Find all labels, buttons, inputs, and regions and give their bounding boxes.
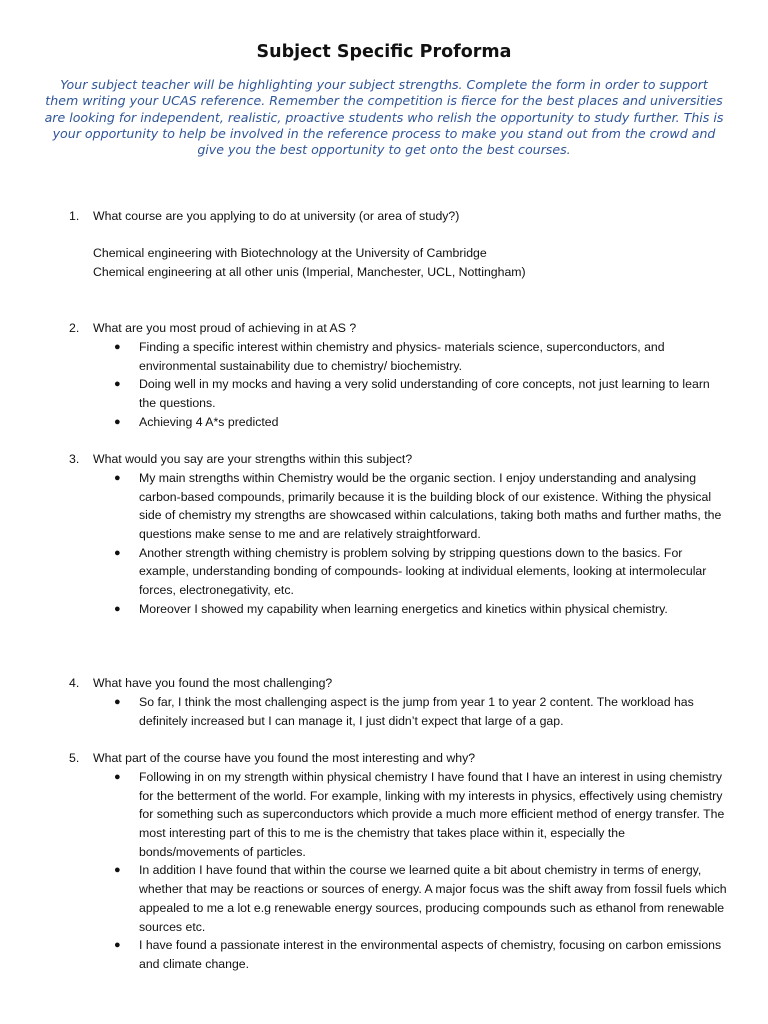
question-text: What would you say are your strengths within this subject? bbox=[93, 452, 413, 467]
question-3 bbox=[0, 450, 768, 618]
list-item bbox=[93, 693, 728, 730]
bullet-icon: ● bbox=[114, 864, 121, 877]
question-number: 2. bbox=[69, 321, 80, 336]
question-text: What are you most proud of achieving in at AS ? bbox=[93, 321, 357, 336]
question-number: 3. bbox=[69, 452, 80, 467]
bullet-icon: ● bbox=[114, 696, 121, 709]
bullet-list bbox=[93, 693, 728, 730]
bullet-list bbox=[93, 338, 728, 432]
bullet-icon: ● bbox=[114, 471, 121, 484]
bullet-list bbox=[93, 768, 728, 974]
list-item bbox=[93, 469, 728, 544]
list-item bbox=[93, 600, 728, 619]
answer-line: Chemical engineering at all other unis (Imperial, Manchester, UCL, Nottingham) bbox=[93, 265, 526, 280]
question-number: 4. bbox=[69, 676, 80, 691]
bullet-icon: ● bbox=[114, 340, 121, 353]
question-2 bbox=[0, 319, 768, 431]
question-1 bbox=[0, 207, 768, 282]
bullet-text: So far, I think the most challenging aspect is the jump from year 1 to year 2 content. The workload has definitely increased but I can manage it, I just didn’t expect that large of a gap. bbox=[139, 695, 694, 728]
list-item bbox=[93, 936, 728, 973]
bullet-icon: ● bbox=[114, 770, 121, 783]
list-item bbox=[93, 861, 728, 936]
question-list bbox=[0, 207, 768, 974]
intro-paragraph: Your subject teacher will be highlighting your subject strengths. Complete the form in order to support them writing your UCAS reference. Remember the competition is fierce for the best places and universities are looking for independent, realistic, proactive students who relish the opportunity to study further. This is your opportunity to help be involved in the reference process to make you stand out from the crowd and give you the best opportunity to get onto the best courses. bbox=[44, 77, 724, 158]
page-title: Subject Specific Proforma bbox=[256, 42, 512, 62]
list-item bbox=[93, 413, 728, 432]
list-item bbox=[93, 768, 728, 862]
list-item bbox=[93, 375, 728, 412]
bullet-list bbox=[93, 469, 728, 619]
question-4 bbox=[0, 674, 768, 730]
bullet-icon: ● bbox=[114, 546, 121, 559]
bullet-text: Another strength withing chemistry is problem solving by stripping questions down to the basics. For example, understanding bonding of compounds- looking at individual elements, looking at intermolecular forces, electronegativity, etc. bbox=[139, 545, 707, 598]
list-item bbox=[93, 544, 728, 600]
bullet-text: Following in on my strength within physical chemistry I have found that I have an interest in using chemistry for the betterment of the world. For example, linking with my interests in physics, effectively using chemistry for something such as superconductors which provide a much more efficient method of energy transfer. The most interesting part of this to me is the chemistry that takes place within it, especially the bonds/movements of particles. bbox=[139, 769, 725, 859]
answer-line: Chemical engineering with Biotechnology at the University of Cambridge bbox=[93, 246, 487, 261]
bullet-text: Moreover I showed my capability when learning energetics and kinetics within physical chemistry. bbox=[139, 601, 668, 616]
bullet-text: Achieving 4 A*s predicted bbox=[139, 414, 279, 429]
bullet-text: Finding a specific interest within chemistry and physics- materials science, superconductors, and environmental sustainability due to chemistry/ biochemistry. bbox=[139, 339, 665, 373]
list-item bbox=[93, 338, 728, 375]
question-text: What course are you applying to do at university (or area of study?) bbox=[93, 209, 460, 223]
question-number: 5. bbox=[69, 751, 80, 766]
question-5 bbox=[0, 749, 768, 973]
bullet-icon: ● bbox=[114, 602, 121, 615]
question-text: What have you found the most challenging? bbox=[93, 676, 333, 691]
answer-block bbox=[93, 244, 728, 281]
bullet-icon: ● bbox=[114, 415, 121, 428]
question-number: 1. bbox=[69, 209, 80, 223]
bullet-text: I have found a passionate interest in the environmental aspects of chemistry, focusing on carbon emissions and climate change. bbox=[139, 938, 722, 971]
bullet-text: My main strengths within Chemistry would be the organic section. I enjoy understanding and analysing carbon-based compounds, primarily because it is the building block of our existence. Withing the physical side of chemistry my strengths are showcased within calculations, taking both maths and further maths, the questions make sense to me and are relatively straightforward. bbox=[139, 470, 722, 541]
bullet-icon: ● bbox=[114, 378, 121, 391]
bullet-text: Doing well in my mocks and having a very solid understanding of core concepts, not just learning to learn the questions. bbox=[139, 377, 710, 410]
bullet-text: In addition I have found that within the course we learned quite a bit about chemistry in terms of energy, whether that may be reactions or sources of energy. A major focus was the shift away from fossil fuels which appealed to me a lot e.g renewable energy sources, producing compounds such as ethanol from renewable sources etc. bbox=[139, 863, 727, 934]
bullet-icon: ● bbox=[114, 939, 121, 952]
question-text: What part of the course have you found the most interesting and why? bbox=[93, 751, 476, 766]
